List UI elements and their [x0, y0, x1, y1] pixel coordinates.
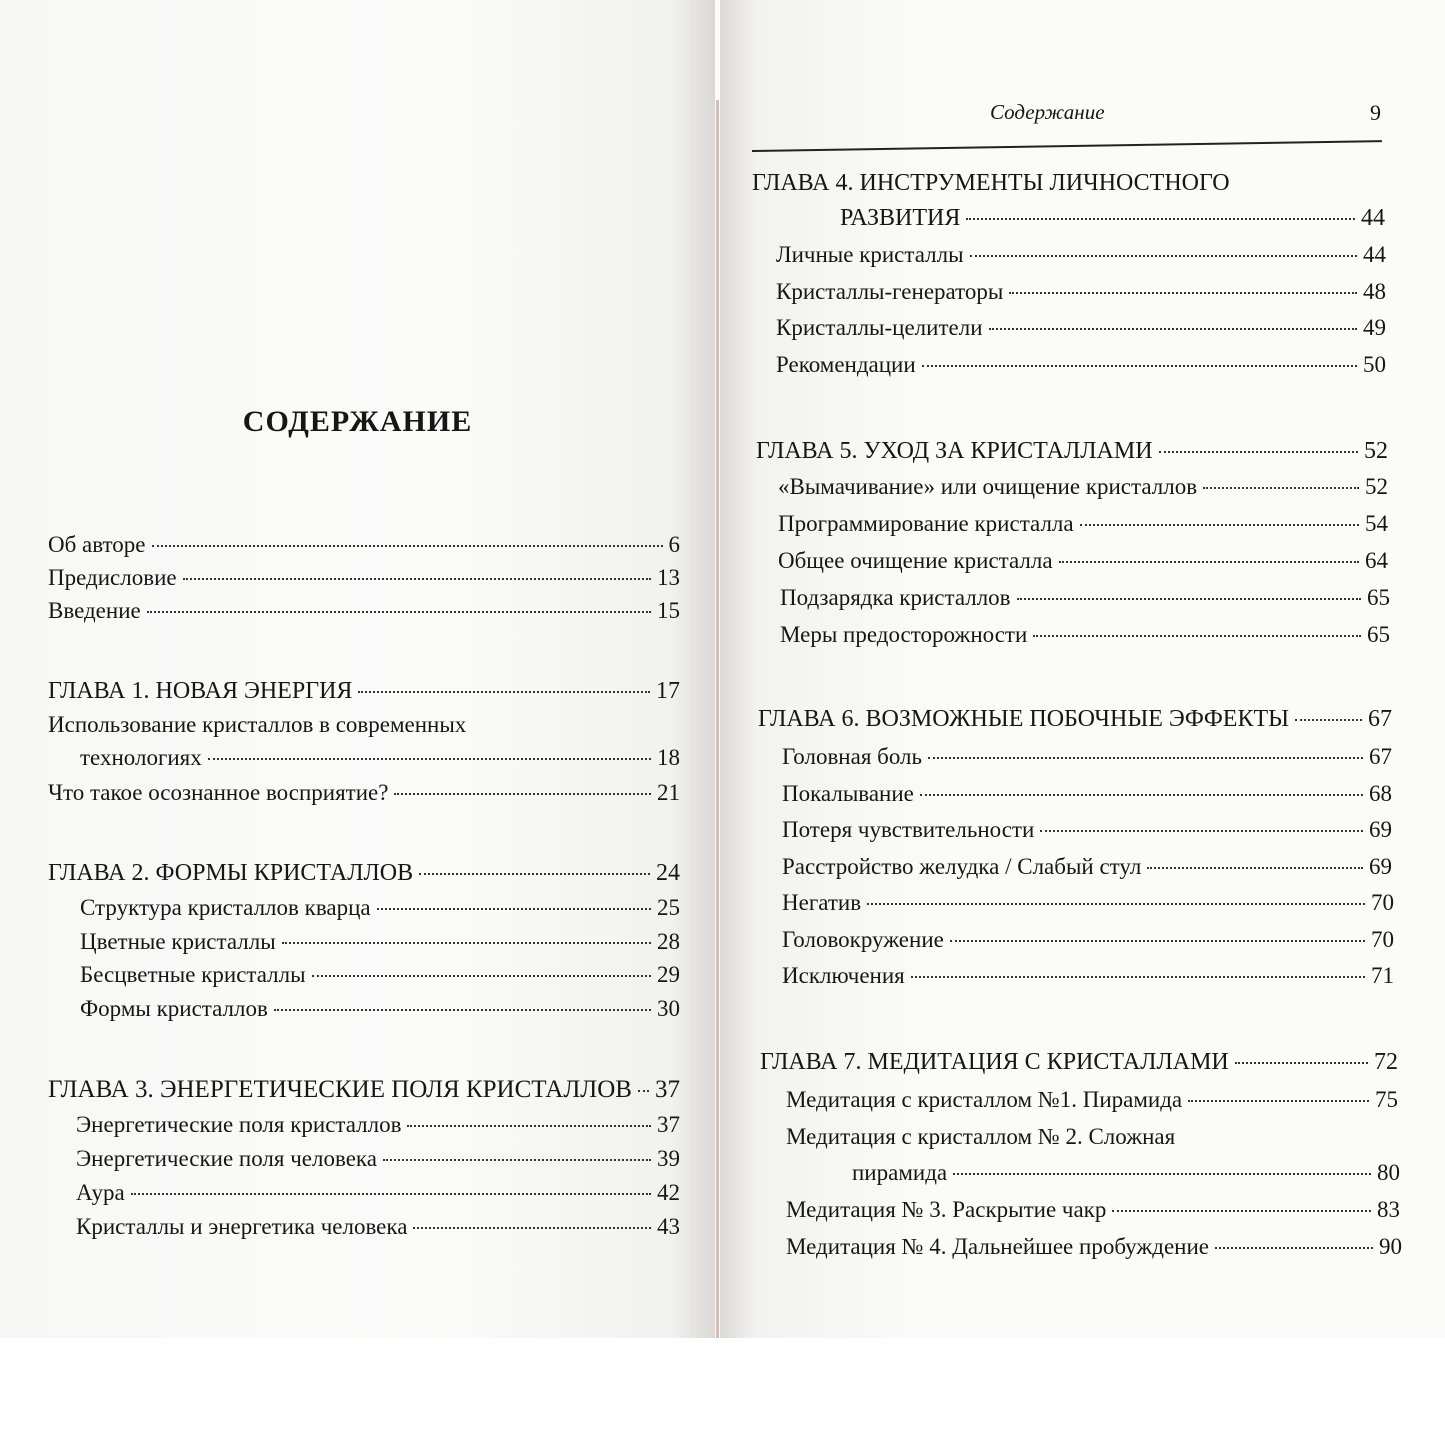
toc-entry — [80, 927, 680, 957]
toc-entry-page: 67 — [1369, 744, 1392, 769]
chapter-page: 37 — [655, 1076, 680, 1103]
toc-entry-introduction — [48, 596, 680, 626]
background-strip — [0, 1338, 1445, 1445]
toc-chapter-1 — [48, 676, 680, 706]
dot-leader — [413, 1227, 651, 1229]
page-number: 9 — [1370, 100, 1381, 125]
toc-entry-page: 44 — [1363, 242, 1386, 267]
dot-leader — [1203, 487, 1359, 489]
dot-leader — [377, 908, 651, 910]
chapter-title: ГЛАВА 6. ВОЗМОЖНЫЕ ПОБОЧНЫЕ ЭФФЕКТЫ — [758, 706, 1290, 732]
chapter-page: 17 — [656, 678, 680, 704]
dot-leader — [419, 873, 650, 875]
dot-leader — [1017, 598, 1361, 600]
toc-entry-title: Кристаллы и энергетика человека — [76, 1214, 408, 1239]
toc-entry-title: Аура — [76, 1180, 125, 1205]
dot-leader — [147, 611, 651, 613]
toc-entry-page: 39 — [657, 1146, 680, 1171]
toc-entry-page: 43 — [657, 1214, 680, 1239]
toc-entry-title: Меры предосторожности — [780, 622, 1028, 647]
dot-leader — [1188, 1100, 1369, 1102]
chapter-page: 67 — [1368, 706, 1392, 732]
toc-entry — [782, 888, 1394, 918]
toc-entry — [80, 960, 680, 990]
chapter-page: 44 — [1361, 205, 1385, 231]
toc-entry-title: технологиях — [80, 745, 202, 770]
book-gutter — [716, 100, 719, 1338]
dot-leader — [867, 903, 1365, 905]
toc-chapter-4 — [840, 203, 1385, 233]
toc-entry-title: Бесцветные кристаллы — [80, 962, 306, 987]
chapter-page: 72 — [1374, 1049, 1398, 1075]
toc-entry-page: 37 — [657, 1112, 680, 1137]
toc-entry — [778, 546, 1388, 576]
dot-leader — [928, 757, 1363, 759]
toc-entry-technologies — [80, 743, 680, 773]
toc-entry-page: 64 — [1365, 548, 1388, 573]
toc-entry-title: Подзарядка кристаллов — [780, 585, 1011, 610]
toc-entry-page: 21 — [657, 780, 680, 805]
toc-entry-page: 48 — [1363, 279, 1386, 304]
toc-entry-page: 80 — [1377, 1160, 1400, 1185]
toc-entry-title: Об авторе — [48, 532, 146, 557]
dot-leader — [358, 691, 650, 693]
toc-entry — [782, 779, 1392, 809]
toc-entry — [786, 1195, 1400, 1225]
toc-entry-title: Общее очищение кристалла — [778, 548, 1053, 573]
toc-entry-page: 75 — [1375, 1087, 1398, 1112]
dot-leader — [383, 1159, 651, 1161]
toc-entry-title: Энергетические поля кристаллов — [76, 1112, 402, 1137]
toc-entry-title: Медитация с кристаллом №1. Пирамида — [786, 1087, 1183, 1112]
toc-entry-title: Головная боль — [782, 744, 923, 769]
toc-entry — [76, 1144, 680, 1174]
dot-leader — [1159, 451, 1358, 453]
toc-entry-title: Введение — [48, 598, 141, 623]
toc-entry-title: Рекомендации — [776, 352, 916, 377]
dot-leader — [1235, 1062, 1368, 1064]
toc-entry-title: Покалывание — [782, 781, 914, 806]
toc-entry-page: 69 — [1369, 817, 1392, 842]
toc-heading: СОДЕРЖАНИЕ — [242, 405, 473, 438]
toc-entry-page: 6 — [668, 532, 680, 557]
toc-entry-page: 65 — [1367, 622, 1390, 647]
toc-entry — [776, 240, 1386, 270]
toc-entry-title: Цветные кристаллы — [80, 929, 276, 954]
toc-entry-title: Потеря чувствительности — [782, 817, 1035, 842]
toc-entry-title: «Вымачивание» или очищение кристаллов — [778, 474, 1198, 499]
toc-entry-page: 15 — [657, 598, 680, 623]
toc-entry-page: 70 — [1371, 927, 1394, 952]
toc-entry-page: 29 — [657, 962, 680, 987]
chapter-title: ГЛАВА 5. УХОД ЗА КРИСТАЛЛАМИ — [756, 438, 1153, 464]
toc-entry-page: 30 — [657, 996, 680, 1021]
toc-entry-title: Негатив — [782, 890, 862, 915]
toc-entry-title: Кристаллы-целители — [776, 315, 983, 340]
toc-entry — [782, 815, 1392, 845]
toc-entry-page: 28 — [657, 929, 680, 954]
dot-leader — [1059, 561, 1359, 563]
toc-entry-line: Медитация с кристаллом № 2. Сложная — [786, 1124, 1176, 1149]
toc-chapter-2 — [48, 858, 680, 888]
chapter-title: ГЛАВА 1. НОВАЯ ЭНЕРГИЯ — [48, 678, 353, 704]
toc-entry-title: Что такое осознанное восприятие? — [48, 780, 389, 805]
dot-leader — [950, 940, 1365, 942]
toc-entry-about-author — [48, 530, 680, 560]
dot-leader — [970, 255, 1357, 257]
toc-entry — [76, 1110, 680, 1140]
toc-entry — [782, 852, 1392, 882]
toc-entry — [776, 313, 1386, 343]
toc-entry-title: Исключения — [782, 963, 905, 988]
toc-entry-line: Использование кристаллов в современных — [48, 712, 467, 737]
toc-entry-page: 83 — [1377, 1197, 1400, 1222]
toc-entry-page: 18 — [657, 745, 680, 770]
toc-entry-title: пирамида — [852, 1160, 948, 1185]
toc-entry-title: Расстройство желудка / Слабый стул — [782, 854, 1142, 879]
toc-entry-page: 13 — [657, 565, 680, 590]
toc-entry — [80, 893, 680, 923]
toc-entry — [782, 925, 1394, 955]
dot-leader — [407, 1125, 651, 1127]
toc-entry-title: Личные кристаллы — [776, 242, 964, 267]
dot-leader — [1033, 635, 1361, 637]
toc-entry — [782, 961, 1394, 991]
dot-leader — [953, 1173, 1371, 1175]
toc-entry — [776, 277, 1386, 307]
toc-chapter-3 — [48, 1075, 680, 1105]
toc-entry-title: Головокружение — [782, 927, 944, 952]
toc-chapter-7 — [760, 1047, 1398, 1077]
dot-leader — [274, 1009, 651, 1011]
dot-leader — [1147, 867, 1363, 869]
chapter-page: 24 — [656, 860, 680, 886]
dot-leader — [131, 1193, 651, 1195]
toc-entry-page: 68 — [1369, 781, 1392, 806]
toc-entry — [852, 1158, 1400, 1188]
toc-entry-page: 54 — [1365, 511, 1388, 536]
chapter-title: РАЗВИТИЯ — [840, 205, 961, 231]
toc-entry-title: Медитация № 4. Дальнейшее пробуждение — [786, 1234, 1209, 1259]
chapter-title: ГЛАВА 7. МЕДИТАЦИЯ С КРИСТАЛЛАМИ — [760, 1049, 1229, 1075]
toc-entry-preface — [48, 563, 680, 593]
toc-chapter-4-line1: ГЛАВА 4. ИНСТРУМЕНТЫ ЛИЧНОСТНОГО — [752, 170, 1230, 196]
toc-entry-perception — [48, 778, 680, 808]
running-head: Содержание — [990, 100, 1105, 124]
toc-entry-title: Программирование кристалла — [778, 511, 1074, 536]
dot-leader — [1215, 1247, 1373, 1249]
toc-entry-title: Формы кристаллов — [80, 996, 268, 1021]
toc-entry-title: Предисловие — [48, 565, 177, 590]
toc-entry-title: Энергетические поля человека — [76, 1146, 377, 1171]
dot-leader — [394, 793, 651, 795]
toc-entry-page: 42 — [657, 1180, 680, 1205]
toc-entry — [76, 1212, 680, 1242]
toc-entry — [778, 509, 1388, 539]
toc-entry — [786, 1232, 1402, 1262]
toc-entry-page: 65 — [1367, 585, 1390, 610]
chapter-title: ГЛАВА 2. ФОРМЫ КРИСТАЛЛОВ — [48, 860, 414, 886]
dot-leader — [920, 794, 1363, 796]
dot-leader — [183, 578, 651, 580]
dot-leader — [911, 976, 1365, 978]
dot-leader — [208, 758, 651, 760]
dot-leader — [1040, 830, 1363, 832]
toc-chapter-5 — [756, 436, 1388, 466]
toc-entry — [780, 620, 1390, 650]
chapter-title: ГЛАВА 3. ЭНЕРГЕТИЧЕСКИЕ ПОЛЯ КРИСТАЛЛОВ — [48, 1076, 632, 1103]
toc-entry — [780, 583, 1390, 613]
dot-leader — [282, 942, 651, 944]
toc-entry — [778, 472, 1388, 502]
toc-entry — [776, 350, 1386, 380]
toc-entry-title: Медитация № 3. Раскрытие чакр — [786, 1197, 1107, 1222]
toc-entry — [786, 1085, 1398, 1115]
dot-leader — [989, 328, 1357, 330]
dot-leader — [966, 218, 1355, 220]
dot-leader — [638, 1090, 649, 1092]
chapter-page: 52 — [1364, 438, 1388, 464]
dot-leader — [922, 365, 1357, 367]
dot-leader — [312, 975, 651, 977]
toc-entry-page: 25 — [657, 895, 680, 920]
dot-leader — [1112, 1210, 1371, 1212]
toc-entry-page: 52 — [1365, 474, 1388, 499]
dot-leader — [1080, 524, 1359, 526]
toc-entry — [782, 742, 1392, 772]
dot-leader — [1009, 292, 1357, 294]
toc-entry-page: 71 — [1371, 963, 1394, 988]
toc-entry — [80, 994, 680, 1024]
toc-entry-page: 70 — [1371, 890, 1394, 915]
toc-entry-page: 49 — [1363, 315, 1386, 340]
toc-entry — [76, 1178, 680, 1208]
toc-chapter-6 — [758, 704, 1392, 734]
toc-entry-page: 69 — [1369, 854, 1392, 879]
toc-entry-title: Кристаллы-генераторы — [776, 279, 1004, 304]
dot-leader — [1295, 719, 1362, 721]
dot-leader — [152, 545, 663, 547]
toc-entry-page: 90 — [1379, 1234, 1402, 1259]
toc-entry-title: Структура кристаллов кварца — [80, 895, 371, 920]
toc-entry-page: 50 — [1363, 352, 1386, 377]
